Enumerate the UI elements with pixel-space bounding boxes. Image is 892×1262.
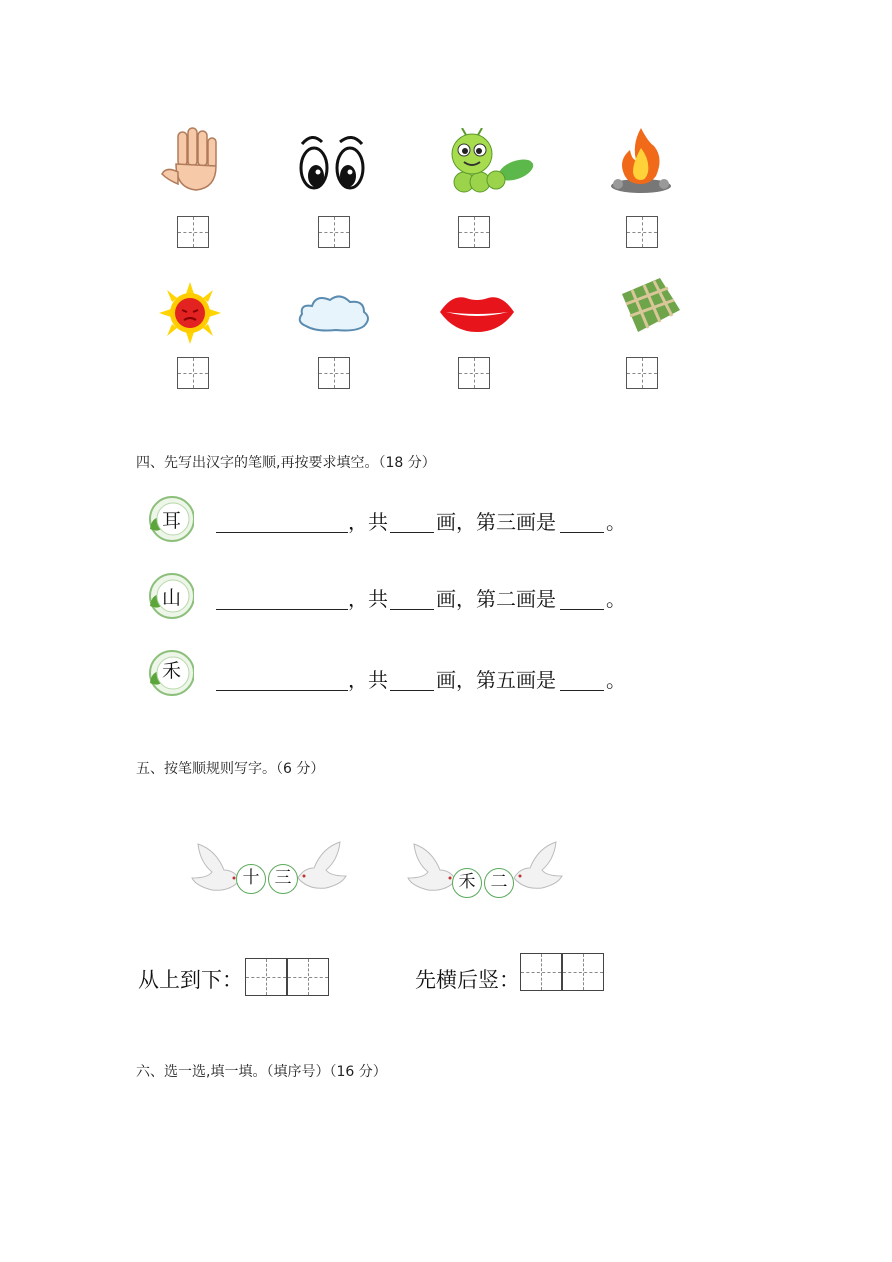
answer-box-8[interactable] xyxy=(626,357,658,389)
stroke-row-1 xyxy=(140,492,660,552)
target-char: 禾 xyxy=(162,660,182,682)
answer-box-7[interactable] xyxy=(458,357,490,389)
char-circle: 十 xyxy=(236,864,266,894)
mouth-picture xyxy=(438,292,516,334)
answer-box-4[interactable] xyxy=(626,216,658,248)
char-circle: 二 xyxy=(484,868,514,898)
stroke-count-blank[interactable] xyxy=(390,532,434,533)
caterpillar-picture xyxy=(442,128,536,196)
cloud-picture xyxy=(296,292,372,334)
answer-box-2[interactable] xyxy=(318,216,350,248)
stroke-row-2 xyxy=(140,569,660,629)
writing-boxes-1[interactable] xyxy=(245,958,329,996)
stroke-count-blank[interactable] xyxy=(390,690,434,691)
stroke-order-blank[interactable] xyxy=(216,532,348,533)
section4-title: 四、先写出汉字的笔顺,再按要求填空。（18 分） xyxy=(136,455,436,471)
hua-label: 画，第二画是 xyxy=(436,587,556,611)
answer-box-6[interactable] xyxy=(318,357,350,389)
end-mark: 。 xyxy=(606,587,626,611)
hua-label: 画，第五画是 xyxy=(436,668,556,692)
end-mark: 。 xyxy=(606,510,626,534)
horizontal-first-label: 先横后竖： xyxy=(415,968,520,992)
stroke-answer-blank[interactable] xyxy=(560,609,604,610)
stroke-answer-blank[interactable] xyxy=(560,690,604,691)
section5-title: 五、按笔顺规则写字。（6 分） xyxy=(136,761,325,777)
eyes-picture xyxy=(298,134,368,192)
target-char: 山 xyxy=(162,587,182,609)
hand-picture xyxy=(158,126,226,196)
section6-title: 六、选一选,填一填。（填序号）（16 分） xyxy=(136,1064,387,1080)
end-mark: 。 xyxy=(606,668,626,692)
gong-label: ，共 xyxy=(348,668,388,692)
gong-label: ，共 xyxy=(348,587,388,611)
answer-box-5[interactable] xyxy=(177,357,209,389)
top-to-bottom-label: 从上到下： xyxy=(138,968,243,992)
dove-right-icon xyxy=(292,838,348,896)
dove-left-icon xyxy=(190,840,246,898)
stroke-count-blank[interactable] xyxy=(390,609,434,610)
hua-label: 画，第三画是 xyxy=(436,510,556,534)
char-circle: 三 xyxy=(268,864,298,894)
stroke-order-blank[interactable] xyxy=(216,690,348,691)
writing-boxes-2[interactable] xyxy=(520,953,604,991)
answer-box-1[interactable] xyxy=(177,216,209,248)
target-char: 耳 xyxy=(162,510,182,532)
stroke-order-blank[interactable] xyxy=(216,609,348,610)
stroke-answer-blank[interactable] xyxy=(560,532,604,533)
answer-box-3[interactable] xyxy=(458,216,490,248)
dove-right-icon xyxy=(508,838,564,896)
sun-picture xyxy=(157,282,223,344)
fire-picture xyxy=(606,124,676,196)
field-picture xyxy=(616,276,682,338)
dove-group-2 xyxy=(406,838,566,908)
dove-group-1 xyxy=(190,838,350,908)
stroke-row-3 xyxy=(140,646,660,706)
char-circle: 禾 xyxy=(452,868,482,898)
gong-label: ，共 xyxy=(348,510,388,534)
